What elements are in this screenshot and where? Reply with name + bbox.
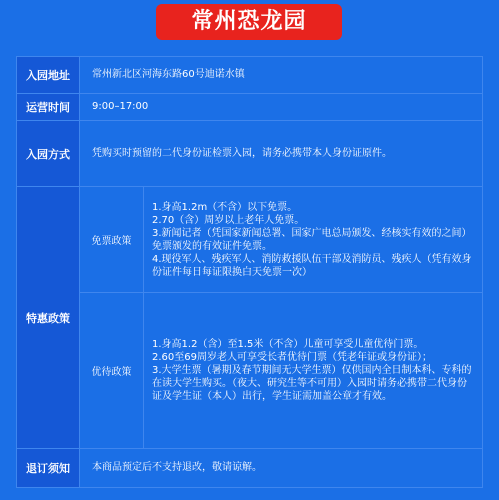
- page-title: 常州恐龙园: [156, 4, 342, 40]
- discount-item-2: 2.60至69周岁老人可享受长者优待门票（凭老年证或身份证）；: [152, 352, 432, 363]
- row-refund: [17, 449, 482, 487]
- row-entry: [17, 121, 482, 187]
- policy-label: 特惠政策: [17, 187, 79, 449]
- row-policy: [17, 187, 482, 449]
- free-item-1: 1.身高1.2m（不含）以下免票。: [152, 201, 298, 213]
- hours-label: 运营时间: [17, 94, 79, 121]
- free-policy-label: 免票政策: [79, 187, 143, 293]
- refund-value: 本商品预定后不支持退改，敬请谅解。: [79, 449, 482, 487]
- row-address: [17, 57, 482, 94]
- discount-policy: [79, 293, 482, 449]
- free-policy: [79, 187, 482, 293]
- address-value: 常州新北区河海东路60号迪诺水镇: [79, 57, 482, 94]
- entry-value: 凭购买时预留的二代身份证检票入园，请务必携带本人身份证原件。: [79, 121, 482, 187]
- info-table: [16, 56, 483, 488]
- free-policy-items: [143, 187, 482, 293]
- row-hours: [17, 94, 482, 121]
- free-item-4: 4.现役军人、残疾军人、消防救援队伍干部及消防员、残疾人（凭有效身份证件每日每证限换白天免票一次）: [152, 253, 472, 278]
- discount-policy-label: 优待政策: [79, 293, 143, 449]
- discount-item-1: 1.身高1.2（含）至1.5米（不含）儿童可享受儿童优待门票。: [152, 339, 424, 350]
- address-label: 入园地址: [17, 57, 79, 94]
- discount-policy-items: [143, 293, 482, 449]
- policy-detail: [79, 187, 482, 449]
- free-item-2: 2.70（含）周岁以上老年人免票。: [152, 214, 305, 226]
- free-item-3: 3.新闻记者（凭国家新闻总署、国家广电总局颁发、经核实有效的之间）免票颁发的有效证件免票。: [152, 227, 472, 252]
- discount-item-3: 3.大学生票（暑期及春节期间无大学生票）仅供国内全日制本科、专科的在读大学生购买。（夜大、研究生等不可用）入园时请务必携带二代身份证及学生证（本人）出行，学生证需加盖公章才有效。: [152, 365, 472, 402]
- hours-value: 9:00–17:00: [79, 94, 482, 121]
- entry-label: 入园方式: [17, 121, 79, 187]
- refund-label: 退订须知: [17, 449, 79, 487]
